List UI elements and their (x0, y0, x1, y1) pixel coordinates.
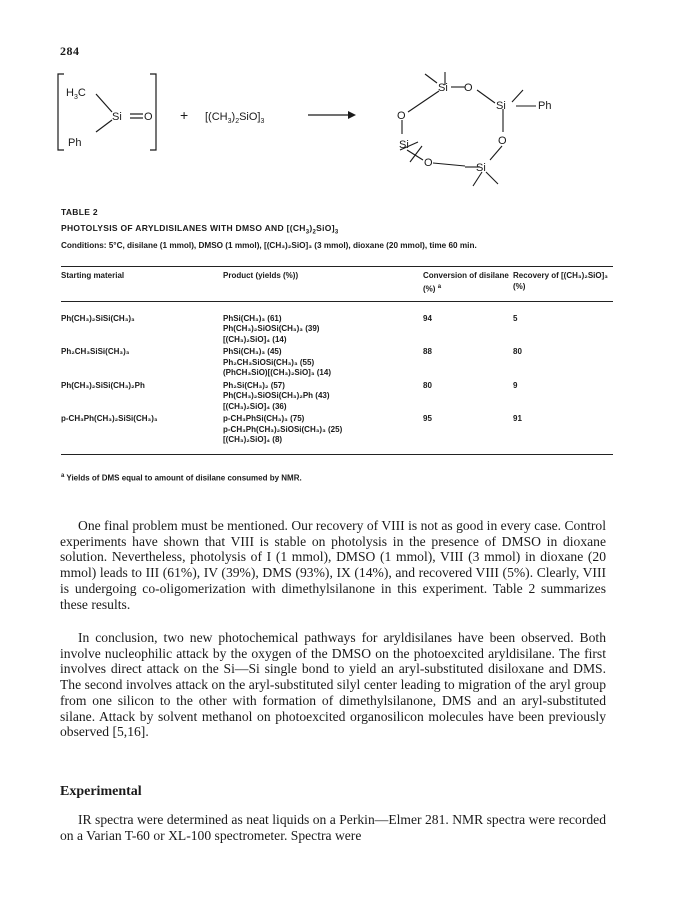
table-footnote: $^a$ Yields of DMS equal to amount of disilane consumed by NMR. (61, 473, 302, 483)
paragraph-recovery: One final problem must be mentioned. Our recovery of VIII is not as good in every case. Control experiments have shown that VIII is stable on photolysis in the presence of DMSO in dioxane solution. Nevertheless, photolysis of I (1 mmol), DMSO (1 mmol), VIII (3 mmol) in dioxane (20 mmol) leads to III (61%), IV (39%), DMS (93%), IX (14%), and recovered VIII (5%). Clearly, VIII is undergoing co-oligomerization with dimethylsilanone in this experiment. Table 2 summarizes these results. (60, 518, 606, 612)
cell-products: p-CH₃PhSi(CH₃)₃ (75) p-CH₃Ph(CH₃)₂SiOSi(CH₃)₃ (25) [(CH₃)₂SiO]₄ (8) (223, 414, 423, 454)
page-number: 284 (60, 44, 80, 58)
results-table (61, 266, 613, 455)
ring-o-right: O (498, 135, 507, 147)
cell-conversion: 94 (423, 313, 432, 323)
h3c-label: $H_3C$ (66, 87, 86, 101)
cyclotrisiloxane-formula: $[(CH_3)_2SiO]_3$ (205, 111, 265, 125)
header-product: Product (yields (%)) (223, 267, 423, 302)
ring-si-top: Si (438, 82, 448, 94)
header-conversion: Conversion of disilane (%) $^a$ (423, 267, 513, 302)
table-row (61, 381, 613, 415)
cell-conversion: 88 (423, 347, 432, 357)
header-recovery: Recovery of [(CH₃)₂SiO]₃ (%) (513, 267, 613, 302)
table-title: PHOTOLYSIS OF ARYLDISILANES WITH DMSO AND $[(CH_3)_2SiO]_3$ (61, 223, 339, 236)
cell-recovery: 9 (513, 380, 518, 390)
table-row (61, 347, 613, 381)
ring-phenyl: Ph (538, 100, 552, 112)
ring-si-right: Si (496, 100, 506, 112)
reaction-scheme (40, 60, 640, 210)
paragraph-conclusion: In conclusion, two new photochemical pathways for aryldisilanes have been observed. Both involve nucleophilic attack by the oxygen of the DMSO on the photoexcited aryldisilane. The first involves direct attack on the Si—Si single bond to yield an aryl-substituted disiloxane and DMS. The second involves attack on the aryl-substituted silyl center leading to migration of the aryl group from one silicon to the other with formation of dimethylsilanone, DMS and an aryl-substituted silane. Attack by solvent methanol on photoexcited organosilicon molecules have been previously observed [5,16]. (60, 630, 606, 740)
table-conditions: Conditions: 5°C, disilane (1 mmol), DMSO (1 mmol), [(CH₃)₂SiO]₃ (3 mmol), dioxane (20 mmol), time 60 min. (61, 241, 477, 250)
reaction-arrow (308, 111, 356, 119)
table-row (61, 414, 613, 454)
header-starting-material: Starting material (61, 267, 223, 302)
table-row (61, 301, 613, 347)
paragraph-experimental: IR spectra were determined as neat liquids on a Perkin—Elmer 281. NMR spectra were recorded on a Varian T-60 or XL-100 spectrometer. Spectra were (60, 812, 606, 843)
table-header-row (61, 267, 613, 302)
cell-starting: Ph(CH₃)₂SiSi(CH₃)₂Ph (61, 380, 145, 390)
cell-products: Ph₂Si(CH₃)₂ (57) Ph(CH₃)₂SiOSi(CH₃)₂Ph (43) [(CH₃)₂SiO]₄ (36) (223, 380, 330, 411)
section-heading: Experimental (60, 784, 142, 799)
ring-o-left: O (397, 110, 406, 122)
cell-products: PhSi(CH₃)₃ (45) Ph₂CH₃SiOSi(CH₃)₃ (55) (PhCH₃SiO)[(CH₃)₂SiO]₃ (14) (223, 347, 331, 378)
ring-o-bottom: O (424, 157, 433, 169)
cell-starting: Ph(CH₃)₂SiSi(CH₃)₃ (61, 313, 135, 323)
cell-conversion: 95 (423, 414, 513, 454)
ring-si-bottom: Si (476, 162, 486, 174)
cell-recovery: 5 (513, 313, 518, 323)
cell-conversion: 80 (423, 380, 432, 390)
table-label: TABLE 2 (61, 207, 98, 217)
plus-sign: + (180, 107, 189, 123)
cell-products: PhSi(CH₃)₃ (61) Ph(CH₃)₂SiOSi(CH₃)₃ (39) [(CH₃)₂SiO]₄ (14) (223, 313, 320, 344)
cell-recovery: 91 (513, 414, 613, 454)
cell-starting: p-CH₃Ph(CH₃)₂SiSi(CH₃)₃ (61, 414, 223, 454)
cell-starting: Ph₂CH₃SiSi(CH₃)₃ (61, 347, 130, 357)
cell-recovery: 80 (513, 347, 522, 357)
ring-si-left: Si (399, 139, 409, 151)
si-label: Si (112, 111, 122, 123)
oxygen-label: O (144, 111, 153, 123)
phenyl-label: Ph (68, 137, 82, 149)
ring-o-top: O (464, 82, 473, 94)
